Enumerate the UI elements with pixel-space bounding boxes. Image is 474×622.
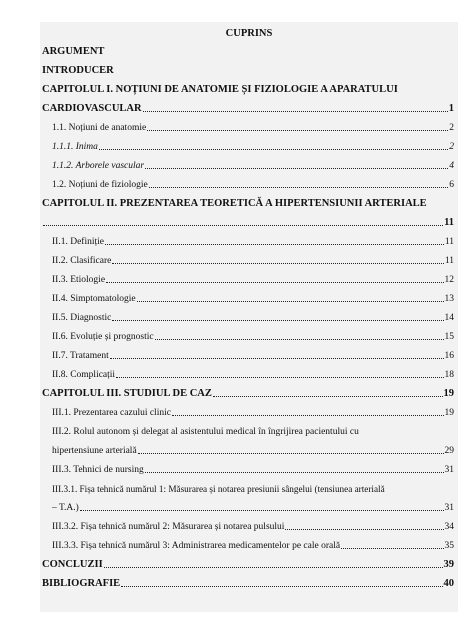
toc-entry-concluzii [42,559,454,571]
toc-entry-text: II.8. Complicații [52,370,116,380]
page-number: 19 [444,408,454,418]
toc-entry [52,445,454,457]
toc-entry-argument: ARGUMENT [42,46,105,57]
toc-entry-text: BIBLIOGRAFIE [42,578,121,589]
dot-leader [149,186,448,188]
dot-leader [110,357,444,359]
toc-chapter-1 [42,103,454,115]
dot-leader [116,376,443,378]
dot-leader [147,129,448,131]
toc-chapter-1-line1: CAPITOLUL I. NOȚIUNI DE ANATOMIE ȘI FIZIOLOGIE A APARATULUI [42,84,398,95]
dot-leader [143,110,448,112]
page-number: 11 [444,256,454,266]
page-number: 31 [444,503,454,513]
page-number: 29 [444,446,454,456]
page-number: 35 [444,541,454,551]
page-number: 11 [444,217,454,228]
dot-leader [137,300,444,302]
page-number: 14 [444,313,454,323]
toc-entry [52,236,454,248]
page-number: 18 [444,370,454,380]
dot-leader [106,281,443,283]
toc-entry-text: CONCLUZII [42,559,103,570]
toc-heading: CUPRINS [225,28,273,39]
dot-leader [341,547,443,549]
dot-leader [99,148,448,150]
dot-leader [105,243,444,245]
page-number: 16 [444,351,454,361]
toc-entry [52,521,454,533]
toc-chapter-3 [42,388,454,400]
toc-chapter-1-line2: CARDIOVASCULAR [42,103,142,114]
toc-chapter-2-line1: CAPITOLUL II. PREZENTAREA TEORETICĂ A HIPERTENSIUNII ARTERIALE [42,198,427,209]
dot-leader [121,585,442,587]
document-page [40,22,458,612]
toc-entry [52,255,454,267]
page-number: 4 [449,161,454,171]
toc-entry-line1: III.3.1. Fișa tehnică numărul 1: Măsurarea și notarea presiunii sângelui (tensiunea arterială [52,484,385,494]
toc-entry [52,122,454,134]
dot-leader [145,167,448,169]
page-number: 1 [448,103,454,114]
toc-entry-text: 1.1.1. Inima [52,142,98,152]
toc-entry-text: 1.1. Noțiuni de anatomie [52,123,147,133]
dot-leader [285,528,443,530]
dot-leader [145,471,444,473]
toc-entry-introducer: INTRODUCER [42,65,114,76]
toc-entry [52,331,454,343]
page-number: 6 [449,180,454,190]
toc-entry-bibliografie [42,578,454,590]
dot-leader [43,224,443,226]
page-number: 2 [449,142,454,152]
toc-entry-text: – T.A.) [52,503,79,513]
toc-entry [52,464,454,476]
toc-entry-text: III.3.3. Fișa tehnică numărul 3: Administrarea medicamentelor pe cale orală [52,541,341,551]
page-number: 39 [443,559,454,570]
toc-entry-text: III.3. Tehnici de nursing [52,465,144,475]
dot-leader [112,319,443,321]
page-number: 34 [444,522,454,532]
toc-chapter-2 [42,217,454,229]
toc-chapter-3-text: CAPITOLUL III. STUDIUL DE CAZ [42,388,212,399]
toc-entry [52,369,454,381]
toc-entry-text: 1.2. Noțiuni de fiziologie [52,180,148,190]
toc-entry-text: II.6. Evoluție și prognostic [52,332,154,342]
dot-leader [138,452,444,454]
toc-entry-text: 1.1.2. Arborele vascular [52,161,145,171]
dot-leader [213,395,443,397]
toc-entry [52,179,454,191]
toc-entry-text: II.7. Tratament [52,351,109,361]
toc-entry-text: II.5. Diagnostic [52,313,112,323]
page-number: 19 [443,388,454,399]
page-number: 40 [443,578,454,589]
dot-leader [172,414,444,416]
toc-entry [52,274,454,286]
page-number: 12 [444,275,454,285]
toc-entry-text: hipertensiune arterială [52,446,137,456]
dot-leader [112,262,443,264]
toc-entry [52,350,454,362]
toc-entry [52,502,454,514]
dot-leader [155,338,444,340]
toc-entry [52,293,454,305]
toc-entry [52,540,454,552]
toc-entry [52,407,454,419]
toc-entry-line1: III.2. Rolul autonom și delegat al asistentului medical în îngrijirea pacientului cu [52,427,359,437]
page-number: 2 [449,123,454,133]
dot-leader [104,566,443,568]
toc-entry [52,312,454,324]
toc-entry-text: III.3.2. Fișa tehnică numărul 2: Măsurarea și notarea pulsului [52,522,285,532]
dot-leader [80,509,444,511]
page-number: 11 [444,237,454,247]
toc-entry [52,141,454,153]
toc-entry-text: II.4. Simptomatologie [52,294,136,304]
page-number: 31 [444,465,454,475]
toc-entry-text: II.3. Etiologie [52,275,106,285]
toc-entry-text: III.1. Prezentarea cazului clinic [52,408,171,418]
toc-entry [52,160,454,172]
page-number: 13 [444,294,454,304]
toc-entry-text: II.1. Definiție [52,237,104,247]
page-number: 15 [444,332,454,342]
toc-entry-text: II.2. Clasificare [52,256,112,266]
